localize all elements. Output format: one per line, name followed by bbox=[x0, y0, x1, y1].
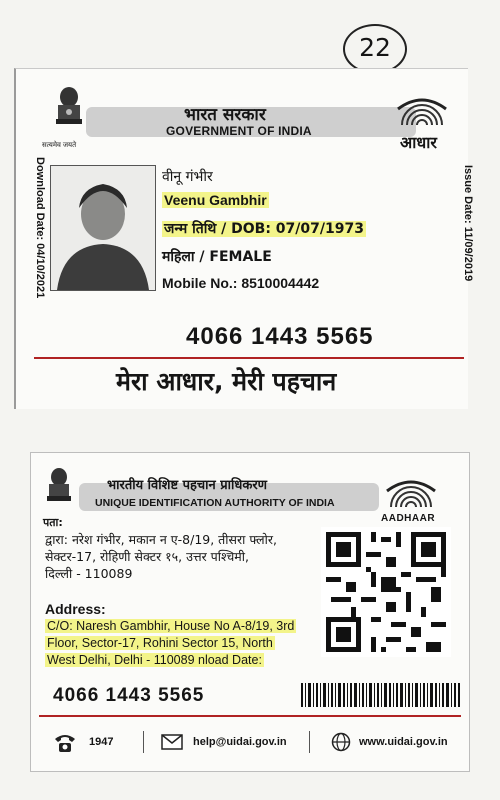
barcode bbox=[301, 683, 461, 707]
address-label: Address: bbox=[45, 601, 106, 617]
globe-icon bbox=[331, 732, 351, 752]
page-number-mark: 22 bbox=[343, 24, 407, 74]
holder-photo bbox=[50, 165, 156, 291]
email-icon bbox=[161, 734, 183, 750]
gender-line: महिला / FEMALE bbox=[162, 249, 272, 265]
gov-title-english: GOVERNMENT OF INDIA bbox=[166, 124, 312, 138]
aadhaar-number-back: 4066 1443 5565 bbox=[53, 685, 205, 706]
authority-hindi: भारतीय विशिष्ट पहचान प्राधिकरण bbox=[107, 478, 268, 493]
national-emblem-icon bbox=[45, 465, 73, 513]
aadhaar-logo-text-en: AADHAAR bbox=[381, 513, 436, 524]
download-date: Download Date: 04/10/2021 bbox=[34, 157, 46, 299]
aadhaar-logo-text: आधार bbox=[400, 133, 437, 152]
emblem-motto: सत्यमेव जयते bbox=[42, 142, 77, 149]
qr-code bbox=[321, 527, 451, 657]
address-hindi-line: दिल्ली - 110089 bbox=[45, 566, 133, 581]
aadhaar-back-card bbox=[30, 452, 470, 772]
address-english-line: West Delhi, Delhi - 110089 nload Date: bbox=[47, 653, 262, 667]
dob-line: जन्म तिथि / DOB: 07/07/1973 bbox=[164, 221, 364, 237]
address-english-line: Floor, Sector-17, Rohini Sector 15, North bbox=[47, 636, 273, 650]
national-emblem-icon bbox=[52, 83, 86, 139]
gov-title-hindi: भारत सरकार bbox=[184, 105, 266, 125]
telephone-icon bbox=[53, 733, 77, 753]
slogan: मेरा आधार, मेरी पहचान bbox=[116, 367, 337, 396]
help-email: help@uidai.gov.in bbox=[193, 736, 287, 748]
aadhaar-front-card bbox=[14, 68, 474, 409]
address-label-hindi: पता: bbox=[43, 516, 63, 529]
aadhaar-logo-icon bbox=[394, 89, 450, 131]
address-hindi-line: सेक्टर-17, रोहिणी सेक्टर १५, उत्तर पश्चिमी, bbox=[45, 549, 249, 564]
helpline-number: 1947 bbox=[89, 736, 114, 748]
aadhaar-number-front: 4066 1443 5565 bbox=[186, 323, 374, 350]
person-photo-icon bbox=[51, 166, 155, 290]
authority-english: UNIQUE IDENTIFICATION AUTHORITY OF INDIA bbox=[95, 497, 335, 509]
website: www.uidai.gov.in bbox=[359, 736, 448, 748]
name-english: Veenu Gambhir bbox=[164, 192, 267, 208]
address-english-line: C/O: Naresh Gambhir, House No A-8/19, 3rd bbox=[47, 619, 295, 633]
issue-date: Issue Date: 11/09/2019 bbox=[462, 165, 474, 282]
address-hindi-line: द्वारा: नरेश गंभीर, मकान न ए-8/19, तीसरा फ्लोर, bbox=[45, 532, 277, 547]
name-hindi: वीनू गंभीर bbox=[162, 169, 213, 185]
aadhaar-logo-icon bbox=[383, 471, 439, 513]
mobile-line: Mobile No.: 8510004442 bbox=[162, 275, 320, 291]
